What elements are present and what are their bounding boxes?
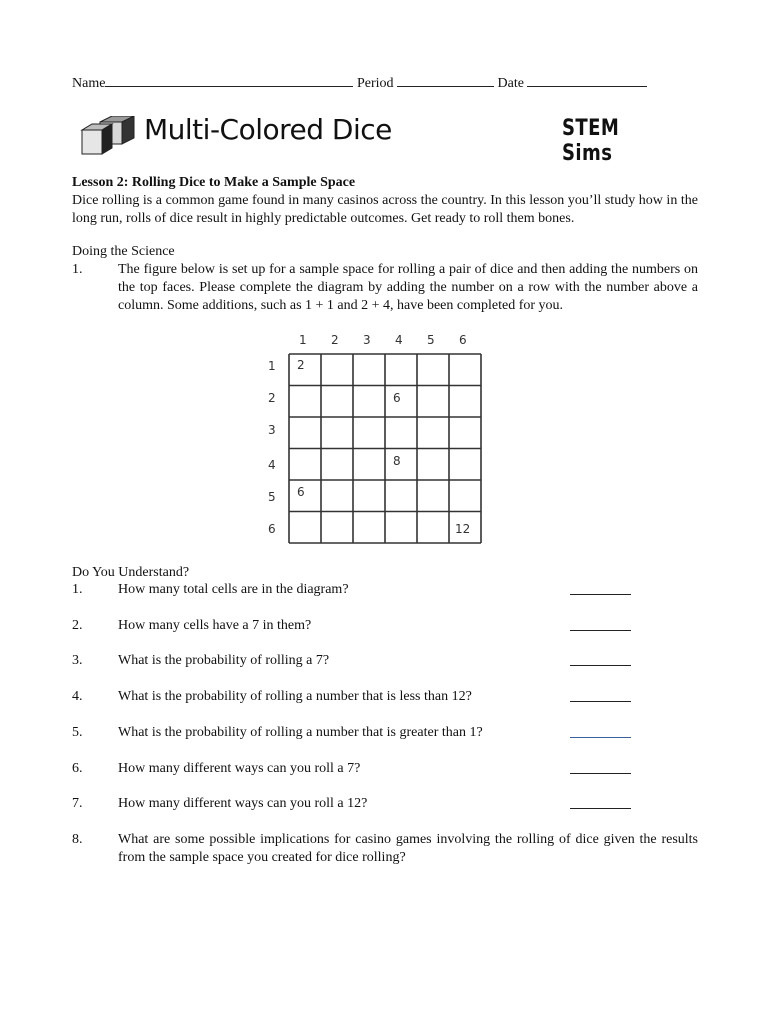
grid-cell[interactable]: [321, 480, 353, 512]
grid-cell[interactable]: [449, 417, 481, 449]
question-5: [72, 724, 698, 742]
grid-cell[interactable]: [353, 512, 385, 544]
grid-cell[interactable]: [353, 449, 385, 481]
grid-cell[interactable]: [417, 417, 449, 449]
question-2: [72, 617, 698, 635]
grid-cell[interactable]: [385, 354, 417, 386]
app-title: Multi-Colored Dice: [144, 113, 392, 146]
grid-cell[interactable]: [321, 449, 353, 481]
grid-cell[interactable]: [417, 449, 449, 481]
period-label: Period: [356, 76, 394, 91]
column-label: 1: [299, 333, 307, 347]
question-number: 6.: [72, 761, 83, 776]
row-label: 3: [268, 423, 276, 437]
grid-cell[interactable]: [321, 386, 353, 418]
understand-heading: Do You Understand?: [72, 565, 190, 580]
answer-blank[interactable]: [570, 701, 631, 702]
question-number: 4.: [72, 689, 83, 704]
grid-cell[interactable]: [385, 512, 417, 544]
question-7: [72, 795, 698, 813]
question-text: How many different ways can you roll a 12?: [118, 796, 368, 811]
grid-cell[interactable]: [289, 512, 321, 544]
science-item-number: 1.: [72, 262, 83, 277]
question-text: What is the probability of rolling a number that is less than 12?: [118, 689, 472, 704]
question-number: 3.: [72, 653, 83, 668]
column-label: 6: [459, 333, 467, 347]
grid-cell[interactable]: [289, 417, 321, 449]
question-number: 7.: [72, 796, 83, 811]
question-6: [72, 760, 698, 778]
question-8-text: What are some possible implications for casino games involving the rolling of dice given the results from the sample space you created for dice rolling?: [118, 832, 698, 865]
grid-cell[interactable]: [353, 386, 385, 418]
lesson-heading: Lesson 2: Rolling Dice to Make a Sample Space: [72, 175, 356, 190]
science-item-text: The figure below is set up for a sample space for rolling a pair of dice and then adding the numbers on the top faces. Please complete the diagram by adding the number on a row with the number above a column. Some additions, such as 1 + 1 and 2 + 4, have been completed for you.: [118, 262, 698, 313]
question-4: [72, 688, 698, 706]
lesson-section: [72, 174, 698, 228]
grid-cell-value: 8: [393, 453, 401, 468]
dice-icon: [78, 116, 136, 156]
question-8-number: 8.: [72, 832, 83, 847]
question-text: What is the probability of rolling a number that is greater than 1?: [118, 725, 483, 740]
question-8: [72, 831, 698, 867]
question-text: How many cells have a 7 in them?: [118, 618, 312, 633]
grid-cell[interactable]: [385, 480, 417, 512]
column-label: 2: [331, 333, 339, 347]
grid-cell-value: 6: [393, 390, 401, 405]
date-field[interactable]: [527, 74, 647, 87]
brand-logo: STEM Sims: [562, 116, 620, 166]
grid-cell[interactable]: [289, 449, 321, 481]
student-info-line: [72, 74, 672, 92]
grid-cell[interactable]: [385, 386, 417, 418]
answer-blank[interactable]: [570, 737, 631, 738]
date-label: Date: [497, 76, 524, 91]
question-number: 1.: [72, 582, 83, 597]
grid-cell[interactable]: [289, 386, 321, 418]
period-field[interactable]: [397, 74, 494, 87]
title-banner: [78, 112, 698, 166]
row-label: 1: [268, 359, 276, 373]
answer-blank[interactable]: [570, 594, 631, 595]
grid-cell[interactable]: [417, 512, 449, 544]
lesson-intro: Dice rolling is a common game found in many casinos across the country. In this lesson you’ll study how in the long run, rolls of dice result in highly predictable outcomes. Get ready to roll them bones.: [72, 193, 698, 226]
question-1: [72, 581, 698, 599]
answer-blank[interactable]: [570, 630, 631, 631]
science-item: [72, 261, 698, 315]
grid-cell-value: 6: [297, 485, 305, 499]
name-field[interactable]: [105, 74, 353, 87]
question-text: How many different ways can you roll a 7?: [118, 761, 361, 776]
sample-space-grid: [258, 330, 488, 550]
question-number: 2.: [72, 618, 83, 633]
grid-cell[interactable]: [321, 354, 353, 386]
row-label: 6: [268, 522, 276, 536]
row-label: 4: [268, 458, 276, 472]
question-3: [72, 652, 698, 670]
grid-cell[interactable]: [353, 354, 385, 386]
grid-cell[interactable]: [417, 480, 449, 512]
row-label: 5: [268, 490, 276, 504]
grid-cell-value: 12: [455, 521, 471, 536]
grid-cell[interactable]: [385, 417, 417, 449]
answer-blank[interactable]: [570, 773, 631, 774]
science-heading: Doing the Science: [72, 244, 175, 259]
grid-cell[interactable]: [449, 354, 481, 386]
question-text: How many total cells are in the diagram?: [118, 582, 349, 597]
grid-cell[interactable]: [449, 386, 481, 418]
answer-blank[interactable]: [570, 808, 631, 809]
row-label: 2: [268, 391, 276, 405]
grid-cell[interactable]: [449, 480, 481, 512]
column-label: 3: [363, 333, 371, 347]
grid-cell[interactable]: [353, 417, 385, 449]
question-text: What is the probability of rolling a 7?: [118, 653, 330, 668]
grid-cell[interactable]: [417, 386, 449, 418]
grid-cell[interactable]: [289, 354, 321, 386]
grid-cell[interactable]: [385, 449, 417, 481]
grid-cell[interactable]: [353, 480, 385, 512]
grid-cell[interactable]: [417, 354, 449, 386]
column-label: 5: [427, 333, 435, 347]
name-label: Name: [72, 76, 106, 91]
answer-blank[interactable]: [570, 665, 631, 666]
grid-cell[interactable]: [321, 417, 353, 449]
grid-cell[interactable]: [449, 449, 481, 481]
question-number: 5.: [72, 725, 83, 740]
grid-cell-value: 2: [297, 358, 305, 372]
column-label: 4: [395, 333, 403, 347]
grid-cell[interactable]: [289, 480, 321, 512]
grid-cell[interactable]: [321, 512, 353, 544]
